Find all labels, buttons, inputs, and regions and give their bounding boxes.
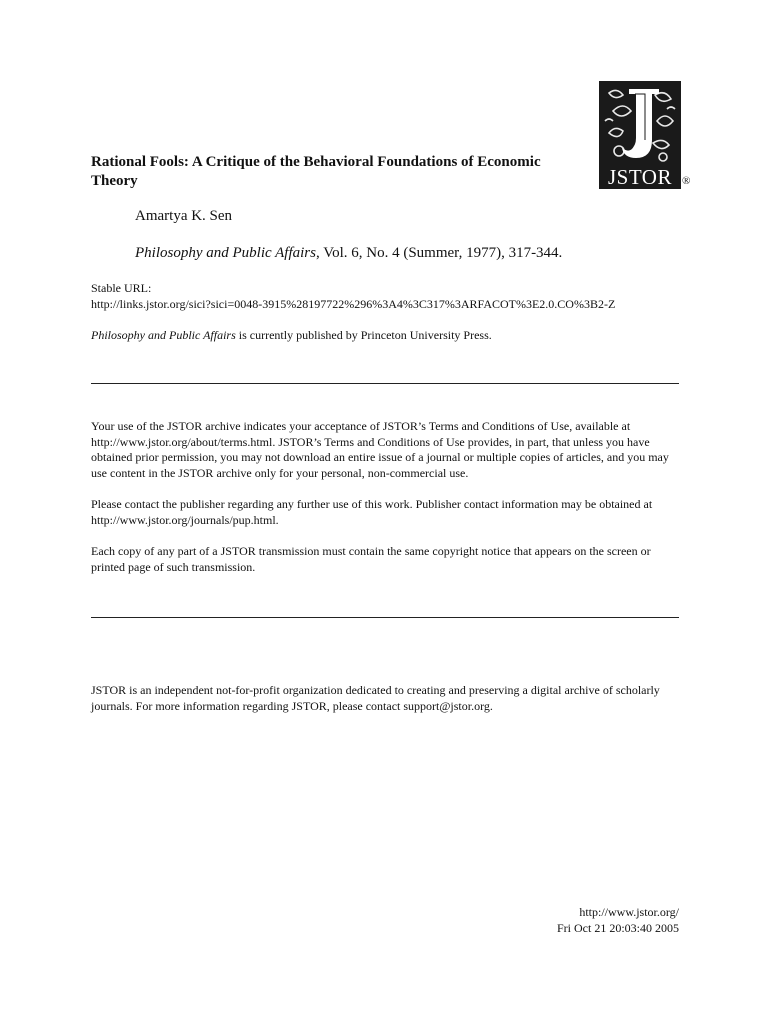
footer-url[interactable]: http://www.jstor.org/ <box>579 905 679 919</box>
terms-paragraph-3: Each copy of any part of a JSTOR transmission must contain the same copyright notice that appears on the screen or printed page of such transmission. <box>91 544 651 574</box>
divider-top <box>91 383 679 384</box>
article-author: Amartya K. Sen <box>135 208 233 224</box>
citation-journal: Philosophy and Public Affairs <box>135 245 316 261</box>
stable-url-link[interactable]: http://links.jstor.org/sici?sici=0048-3915%28197722%296%3A4%3C317%3ARFACOT%3E2.0.CO%3B2-Z <box>91 297 616 311</box>
citation-details: , Vol. 6, No. 4 (Summer, 1977), 317-344. <box>315 245 563 261</box>
stable-url-label: Stable URL: <box>91 281 152 295</box>
terms-paragraph-2: Please contact the publisher regarding any further use of this work. Publisher contact information may be obtained at http://www.jstor.org/journals/pup.html. <box>91 497 653 527</box>
publisher-journal: Philosophy and Public Affairs <box>91 328 236 342</box>
divider-bottom <box>91 617 679 618</box>
registered-mark: ® <box>682 175 691 187</box>
footer-timestamp: Fri Oct 21 20:03:40 2005 <box>557 920 679 935</box>
about-jstor-paragraph: JSTOR is an independent not-for-profit organization dedicated to creating and preserving a digital archive of scholarly journals. For more information regarding JSTOR, please contact support@jstor.org. <box>91 683 660 713</box>
stable-url-block <box>91 280 615 312</box>
publisher-text: is currently published by Princeton University Press. <box>235 328 492 342</box>
jstor-logo-text: JSTOR <box>608 165 672 189</box>
terms-paragraph-1: Your use of the JSTOR archive indicates your acceptance of JSTOR’s Terms and Conditions of Use, available at http://www.jstor.org/about/terms.html. JSTOR’s Terms and Conditions of Use provides, in part, that unless you have obtained prior permission, you may not download an entire issue of a journal or multiple copies of articles, and you may use content in the JSTOR archive only for your personal, non-commercial use. <box>91 419 669 481</box>
article-title: Rational Fools: A Critique of the Behavioral Foundations of Economic Theory <box>91 154 541 189</box>
citation <box>135 245 562 262</box>
jstor-logo <box>599 81 691 189</box>
footer <box>557 905 679 936</box>
publisher-line <box>91 328 492 343</box>
